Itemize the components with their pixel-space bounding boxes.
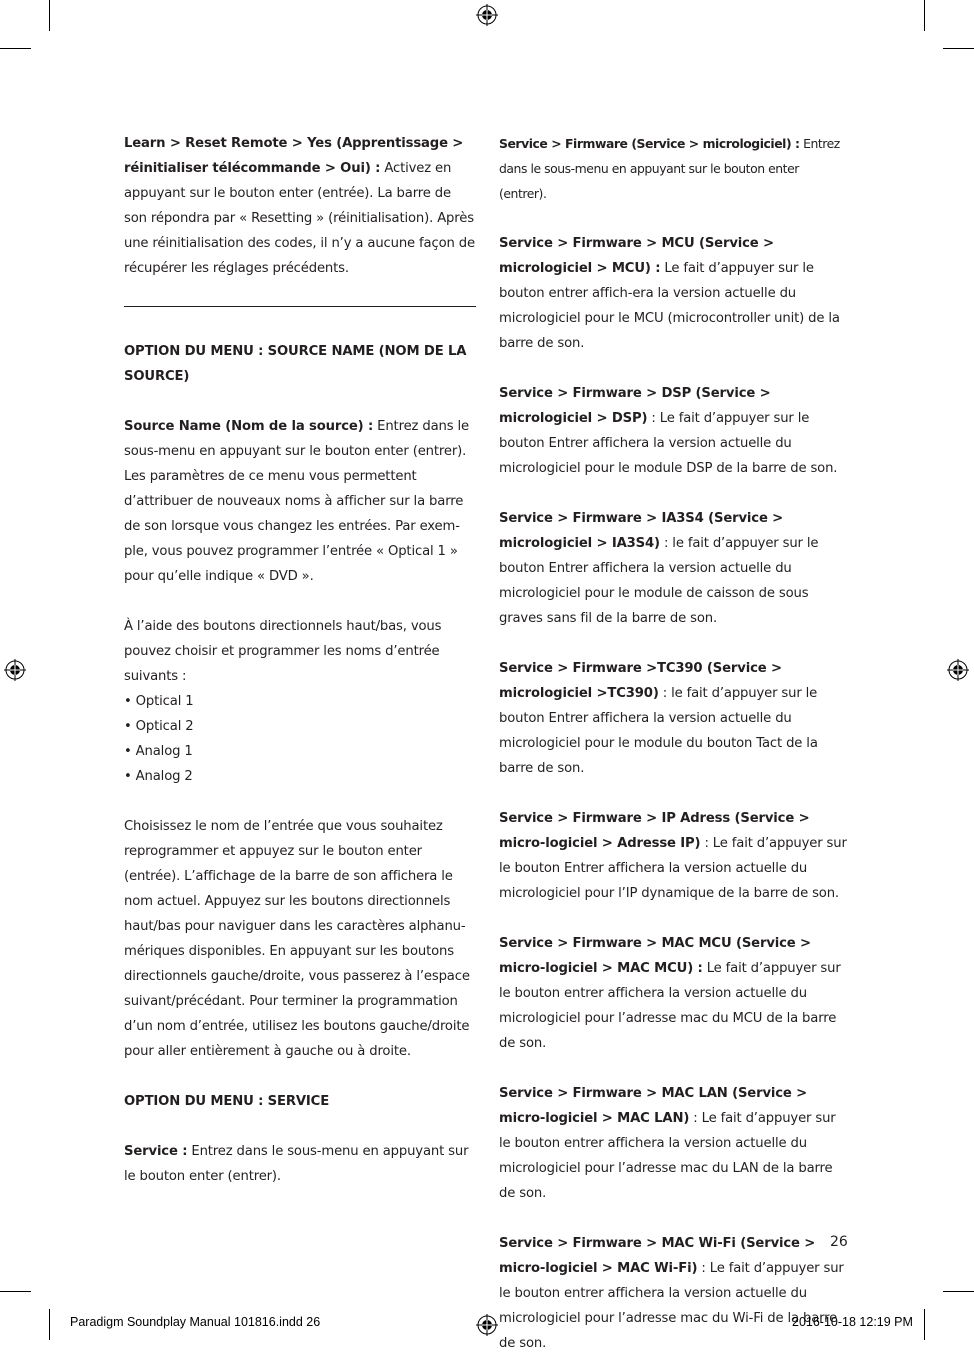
directional-paragraph: À l’aide des boutons directionnels haut/bas, vous pouvez choisir et programmer les noms d’entrée suivants : [124,619,442,684]
crop-mark-top-right-v [924,0,925,31]
service-heading: OPTION DU MENU : SERVICE [124,1094,330,1109]
input-list [124,689,476,789]
list-item: • Analog 2 [124,764,476,789]
firmware-ia3s4-entry: Service > Firmware > IA3S4 (Service > micrologiciel > IA3S4) : le fait d’appuyer sur le bouton Entrer affichera la version actuelle du micrologiciel pour le module de caisson de sous graves sans fil de la barre de son. [499,511,819,626]
firmware-mac-lan-entry: Service > Firmware > MAC LAN (Service > micro-logiciel > MAC LAN) : Le fait d’appuyer sur le bouton entrer affichera la version actuelle du micrologiciel pour l’adresse mac du LAN de la barre de son. [499,1086,836,1201]
firmware-tc390-entry: Service > Firmware >TC390 (Service > micrologiciel >TC390) : le fait d’appuyer sur le bouton Entrer affichera la version actuelle du micrologiciel pour le module du bouton Tact de la barre de son. [499,661,818,776]
registration-mark-right-icon [947,659,969,681]
right-column [499,131,849,1356]
firmware-dsp-entry: Service > Firmware > DSP (Service > micrologiciel > DSP) : Le fait d’appuyer sur le bouton Entrer affichera la version actuelle du micrologiciel pour le module DSP de la barre de son. [499,386,838,476]
firmware-entry: Service > Firmware (Service > micrologiciel) : Entrez dans le sous-menu en appuyant sur le bouton enter (entrer). [499,136,840,201]
list-item: • Analog 1 [124,739,476,764]
learn-reset-paragraph [124,131,476,281]
list-item: • Optical 1 [124,689,476,714]
left-column [124,131,476,1214]
learn-reset-label: Learn > Reset Remote > Yes (Apprentissage > réinitialiser télécommande > Oui) : [124,136,464,176]
crop-mark-top-right-h [943,48,974,49]
source-name-text: Entrez dans le sous-menu en appuyant sur le bouton enter (entrer). Les paramètres de ce menu vous permettent d’attribuer de nouveaux noms à afficher sur la barre de son lorsque vous changez les entrées. Par exem-ple, vous pouvez programmer l’entrée « Optical 1 » pour qu’elle indique « DVD ». [124,419,469,584]
learn-reset-text: Activez en appuyant sur le bouton enter (entrée). La barre de son répondra par « Resetting » (réinitialisation). Après une réinitialisation des codes, il n’y a aucune façon de récupérer les réglages précédents. [124,161,475,276]
source-heading: OPTION DU MENU : SOURCE NAME (NOM DE LA SOURCE) [124,344,467,384]
service-paragraph [124,1139,476,1189]
slug-date: 2016-10-18 12:19 PM [792,1315,913,1329]
registration-mark-top-icon [476,4,498,26]
registration-mark-left-icon [4,659,26,681]
slug-file: Paradigm Soundplay Manual 101816.indd 26 [70,1315,321,1329]
crop-mark-top-left-v [49,0,50,31]
service-label: Service : [124,1144,188,1159]
firmware-mac-mcu-entry: Service > Firmware > MAC MCU (Service > micro-logiciel > MAC MCU) : Le fait d’appuyer sur le bouton entrer affichera la version actuelle du micrologiciel pour l’adresse mac du MCU de la barre de son. [499,936,841,1051]
crop-mark-bottom-left-v [49,1309,50,1340]
registration-mark-bottom-icon [476,1314,498,1336]
page-number: 26 [830,1234,848,1250]
source-name-paragraph [124,414,476,589]
firmware-ip-entry: Service > Firmware > IP Adress (Service > micro-logiciel > Adresse IP) : Le fait d’appuyer sur le bouton Entrer affichera la version actuelle du micrologiciel pour l’IP dynamique de la barre de son. [499,811,847,901]
crop-mark-bottom-right-v [924,1309,925,1340]
crop-mark-bottom-right-h [943,1291,974,1292]
crop-mark-bottom-left-h [0,1291,31,1292]
choose-paragraph: Choisissez le nom de l’entrée que vous souhaitez reprogrammer et appuyez sur le bouton enter (entrée). L’affichage de la barre de son affichera le nom actuel. Appuyez sur les boutons directionnels haut/bas pour naviguer dans les caractères alphanu-mériques disponibles. En appuyant sur les boutons directionnels gauche/droite, vous passerez à l’espace suivant/précédant. Pour terminer la programmation d’un nom d’entrée, utilisez les boutons gauche/droite pour aller entièrement à gauche ou à droite. [124,819,470,1059]
crop-mark-top-left-h [0,48,31,49]
list-item: • Optical 2 [124,714,476,739]
service-text: Entrez dans le sous-menu en appuyant sur le bouton enter (entrer). [124,1144,469,1184]
firmware-mcu-entry: Service > Firmware > MCU (Service > micrologiciel > MCU) : Le fait d’appuyer sur le bouton entrer affich-era la version actuelle du micrologiciel pour le MCU (microcontroller unit) de la barre de son. [499,236,840,351]
section-divider [124,306,476,307]
source-name-label: Source Name (Nom de la source) : [124,419,374,434]
firmware-mac-wifi-entry: Service > Firmware > MAC Wi-Fi (Service > micro-logiciel > MAC Wi-Fi) : Le fait d’appuyer sur le bouton entrer affichera la version actuelle du micrologiciel pour l’adresse mac du Wi-Fi de la barre de son. [499,1236,844,1351]
